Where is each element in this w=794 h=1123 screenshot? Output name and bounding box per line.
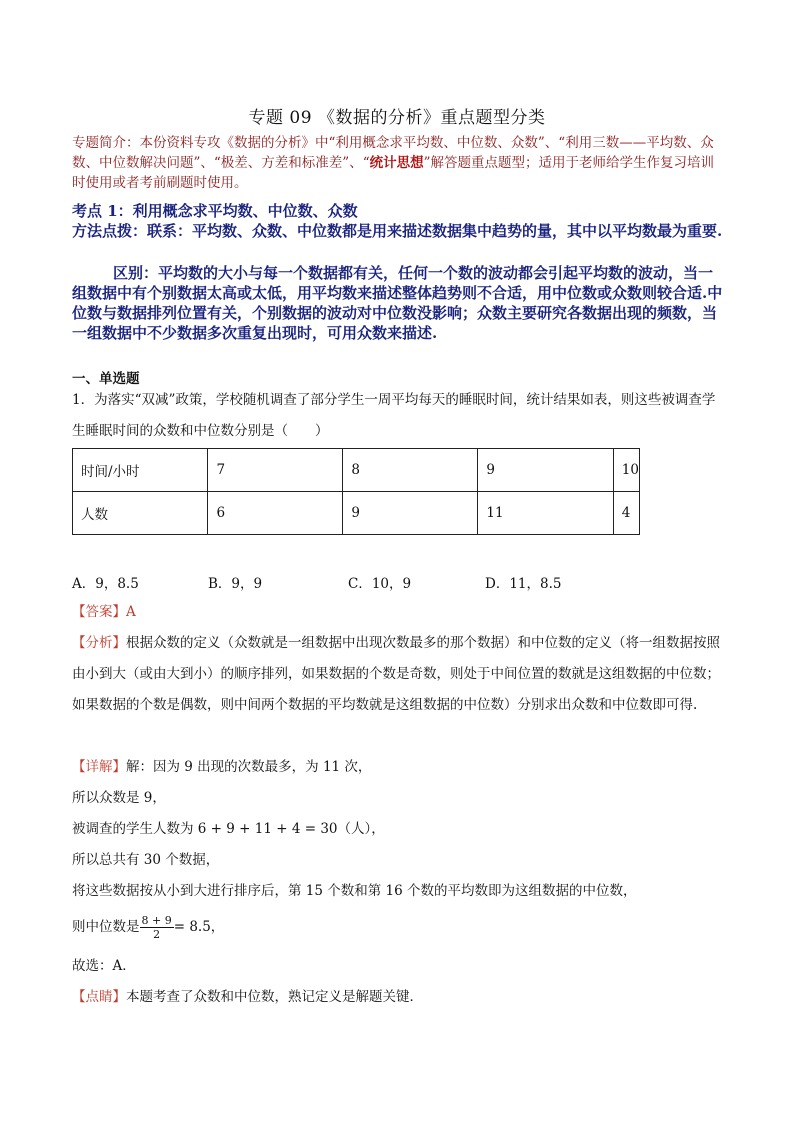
fraction-denominator: 2	[153, 928, 161, 941]
comment-text: 本题考查了众数和中位数，熟记定义是解题关键．	[126, 989, 423, 1005]
method-tip-1: 方法点拨：联系：平均数、众数、中位数都是用来描述数据集中趋势的量，其中以平均数最为重要.	[72, 222, 723, 240]
table-cell: 时间/小时	[73, 449, 208, 492]
table-cell: 人数	[73, 492, 208, 535]
detail-line-7: 故选：A．	[72, 958, 136, 974]
comment-line	[72, 982, 724, 1013]
detail-tag: 【详解】	[72, 759, 126, 775]
detail-line-1	[72, 752, 724, 783]
option-c: C．10，9	[348, 576, 412, 592]
table-cell: 4	[613, 492, 639, 535]
table-cell: 11	[478, 492, 613, 535]
answer-tag: 【答案】	[72, 604, 126, 620]
page-title: 专题 09 《数据的分析》重点题型分类	[248, 108, 546, 128]
data-table	[72, 448, 640, 535]
table-cell: 9	[478, 449, 613, 492]
table-row	[73, 449, 640, 492]
method-tip-2	[72, 263, 724, 343]
table-row	[73, 492, 640, 535]
intro-text-2: ”解答题重点题型；适用于老师给学生作复习培训时使用或者考前刷题时使用。	[72, 155, 715, 191]
table-cell: 10	[613, 449, 639, 492]
intro-text-1: 专题简介：本份资料专攻《数据的分析》中“利用概念求平均数、中位数、众数”、“利用三数——平均数、众数、中位数解决问题”、“极差、方差和标准差”、“	[72, 135, 714, 171]
detail-line-2: 所以众数是 9，	[72, 790, 166, 806]
analysis-tag: 【分析】	[72, 635, 126, 651]
analysis-paragraph	[72, 628, 724, 721]
question-text: 1．为落实“双减”政策，学校随机调查了部分学生一周平均每天的睡眠时间，统计结果如表，则这些被调查学生睡眠时间的众数和中位数分别是（ ）	[72, 392, 716, 439]
intro-bold-text: 统计思想	[369, 155, 424, 171]
fraction-numerator: 8 + 9	[141, 914, 172, 927]
comment-tag: 【点睛】	[72, 989, 126, 1005]
detail-text-1: 解：因为 9 出现的次数最多，为 11 次，	[126, 759, 372, 775]
detail-line-3: 被调查的学生人数为 6 + 9 + 11 + 4 = 30（人），	[72, 821, 385, 837]
table-cell: 9	[343, 492, 478, 535]
table-cell: 8	[343, 449, 478, 492]
option-d: D．11，8.5	[485, 576, 562, 592]
detail-line-6	[72, 912, 724, 943]
median-fraction	[140, 914, 174, 941]
analysis-text: 根据众数的定义（众数就是一组数据中出现次数最多的那个数据）和中位数的定义（将一组数据按照由小到大（或由大到小）的顺序排列，如果数据的个数是奇数，则处于中间位置的数就是这组数据的中位数；如果数据的个数是偶数，则中间两个数据的平均数就是这组数据的中位数）分别求出众数和中位数即可得.	[72, 635, 720, 713]
detail-line-4: 所以总共有 30 个数据，	[72, 852, 220, 868]
table-cell: 6	[208, 492, 343, 535]
intro-paragraph	[72, 133, 724, 193]
median-label: 则中位数是	[72, 919, 140, 935]
kaodian-heading: 考点 1：利用概念求平均数、中位数、众数	[72, 202, 358, 220]
detail-line-5: 将这些数据按从小到大进行排序后，第 15 个数和第 16 个数的平均数即为这组数据的中位数，	[72, 883, 637, 899]
answer-line	[72, 597, 724, 628]
table-cell: 7	[208, 449, 343, 492]
method-tip-2-label: 区别：	[112, 264, 158, 282]
method-tip-2-text: 平均数的大小与每一个数据都有关，任何一个数的波动都会引起平均数的波动，当一组数据中有个别数据太高或太低，用平均数来描述整体趋势则不合适，用中位数或众数则较合适.中位数与数据排列位置有关，个别数据的波动对中位数没影响；众数主要研究各数据出现的频数，当一组数据中不少数据多次重复出现时，可用众数来描述.	[72, 264, 723, 342]
option-a: A．9，8.5	[72, 576, 139, 592]
option-b: B．9，9	[208, 576, 263, 592]
section-heading: 一、单选题	[72, 371, 140, 387]
median-result: = 8.5，	[173, 919, 225, 935]
answer-value: A	[126, 604, 136, 620]
